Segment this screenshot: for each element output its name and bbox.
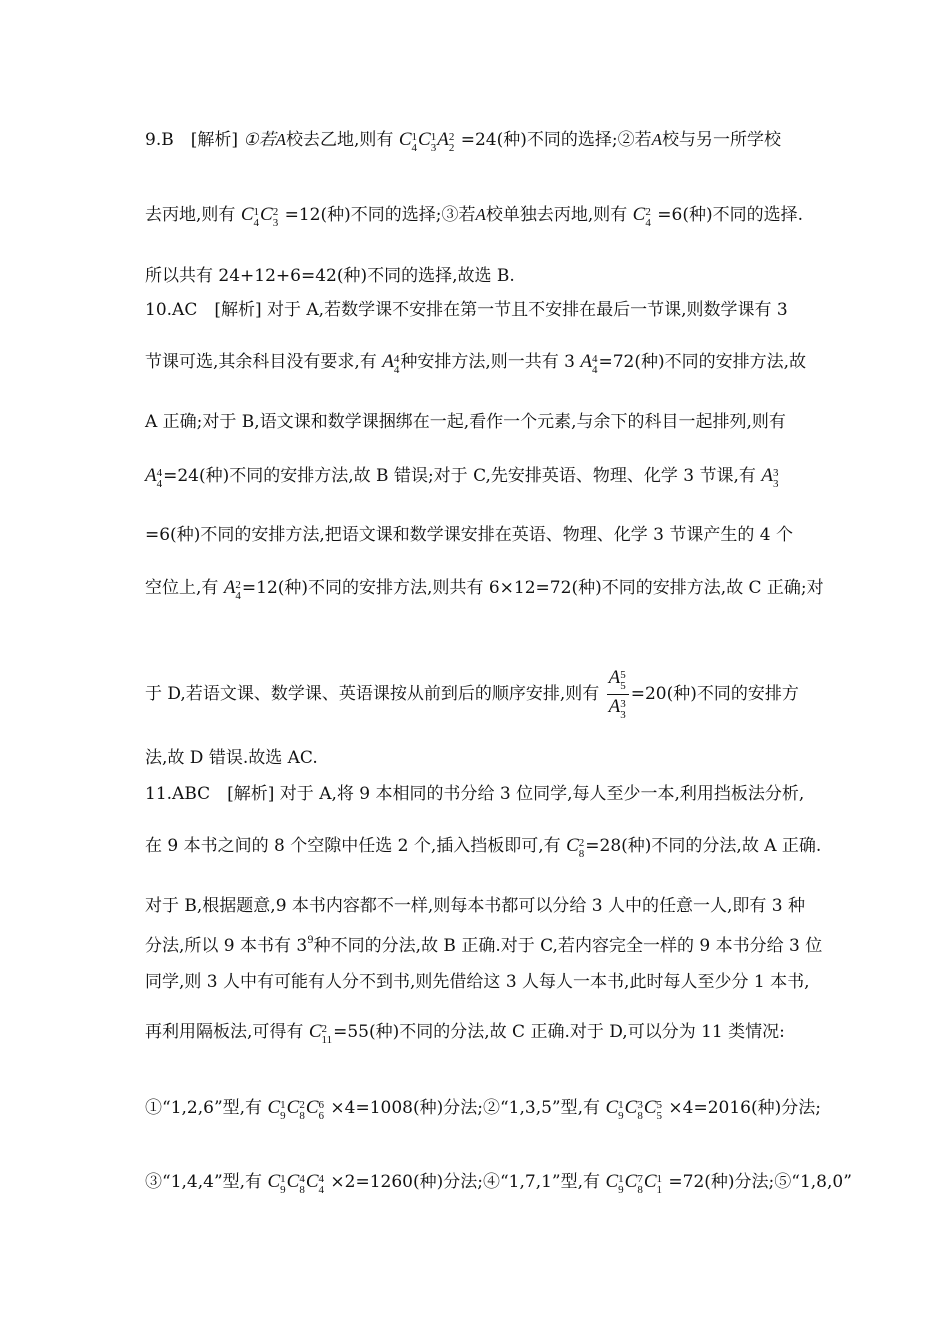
solution-10-line-7: 于 D,若语文课、数学课、英语课按从前到后的顺序安排,则有 A 5 5 A 3 3 =20(种)不同的安排方: [145, 667, 799, 721]
math-expression: C 1 9 C 3 8 C 5 5: [605, 1097, 662, 1122]
math-expression: C 2 8: [566, 835, 585, 860]
solution-11-line-8: ③“1,4,4”型,有 C 1 9 C 4 8 C 4 4 ×2=1260(种)分法;④“1,7,1”型,有 C 1 9 C 7 8 C 1 1 =72(种)分法;⑤“1,8,0”: [145, 1171, 852, 1196]
solution-10-line-8: 法,故 D 错误.故选 AC.: [145, 748, 318, 768]
math-fraction: A 5 5 A 3 3: [607, 668, 629, 721]
math-expression: A 3 3: [761, 465, 779, 490]
math-expression: A 4 4: [382, 351, 400, 376]
solution-11-line-5: 同学,则 3 人中有可能有人分不到书,则先借给这 3 人每人一本书,此时每人至少分 1 本书,: [145, 972, 810, 992]
math-expression: A 4 4: [580, 351, 598, 376]
solution-9-line-1: 9.B [解析] ①若A校去乙地,则有 C 1 4 C 1 3 A 2 2 =24(种)不同的选择;②若A校与另一所学校: [145, 129, 781, 154]
math-expression: C 1 9 C 2 8 C 6 6: [267, 1097, 325, 1122]
solution-9-line-3: 所以共有 24+12+6=42(种)不同的选择,故选 B.: [145, 266, 515, 286]
solution-10-line-4: A 4 4 =24(种)不同的安排方法,故 B 错误;对于 C,先安排英语、物理、化学 3 节课,有 A 3 3: [145, 465, 779, 490]
solution-10-line-3: A 正确;对于 B,语文课和数学课捆绑在一起,看作一个元素,与余下的科目一起排列,则有: [145, 412, 786, 432]
solution-11-line-1: 11.ABC [解析] 对于 A,将 9 本相同的书分给 3 位同学,每人至少一本,利用挡板法分析,: [145, 784, 805, 804]
math-expression: A 4 4: [145, 465, 163, 490]
solution-10-line-6: 空位上,有 A 2 4 =12(种)不同的安排方法,则共有 6×12=72(种)不同的安排方法,故 C 正确;对: [145, 577, 824, 602]
solution-11-line-4: 分法,所以 9 本书有 $3^9$种不同的分法,故 B 正确.对于 C,若内容完全一样的 9 本书分给 3 位: [145, 935, 823, 956]
solution-11-line-3: 对于 B,根据题意,9 本书内容都不一样,则每本书都可以分给 3 人中的任意一人,即有 3 种: [145, 896, 805, 916]
solution-10-line-5: =6(种)不同的安排方法,把语文课和数学课安排在英语、物理、化学 3 节课产生的 4 个: [145, 525, 793, 545]
math-expression: C 1 4 C 1 3 A 2 2: [398, 129, 455, 154]
solution-11-line-2: 在 9 本书之间的 8 个空隙中任选 2 个,插入挡板即可,有 C 2 8 =28(种)不同的分法,故 A 正确.: [145, 835, 822, 860]
math-expression: C 1 9 C 4 8 C 4 4: [267, 1171, 325, 1196]
solution-10-line-1: 10.AC [解析] 对于 A,若数学课不安排在第一节且不安排在最后一节课,则数学课有 3: [145, 300, 788, 320]
solution-10-line-2: 节课可选,其余科目没有要求,有 A 4 4 种安排方法,则一共有 3 A 4 4 =72(种)不同的安排方法,故: [145, 351, 807, 376]
solution-11-line-7: ①“1,2,6”型,有 C 1 9 C 2 8 C 6 6 ×4=1008(种)分法;②“1,3,5”型,有 C 1 9 C 3 8 C 5 5 ×4=2016(种)分法;: [145, 1097, 821, 1122]
math-expression: C 2 11: [308, 1021, 333, 1046]
solution-11-line-6: 再利用隔板法,可得有 C 2 11 =55(种)不同的分法,故 C 正确.对于 D,可以分为 11 类情况:: [145, 1021, 785, 1046]
math-expression: A 2 4: [223, 577, 241, 602]
math-expression: C 1 4 C 2 3: [240, 204, 279, 229]
math-expression: C 1 9 C 7 8 C 1 1: [605, 1171, 662, 1196]
solution-9-line-2: 去丙地,则有 C 1 4 C 2 3 =12(种)不同的选择;③若A校单独去丙地,则有 C 2 4 =6(种)不同的选择.: [145, 204, 803, 229]
math-expression: C 2 4: [632, 204, 651, 229]
